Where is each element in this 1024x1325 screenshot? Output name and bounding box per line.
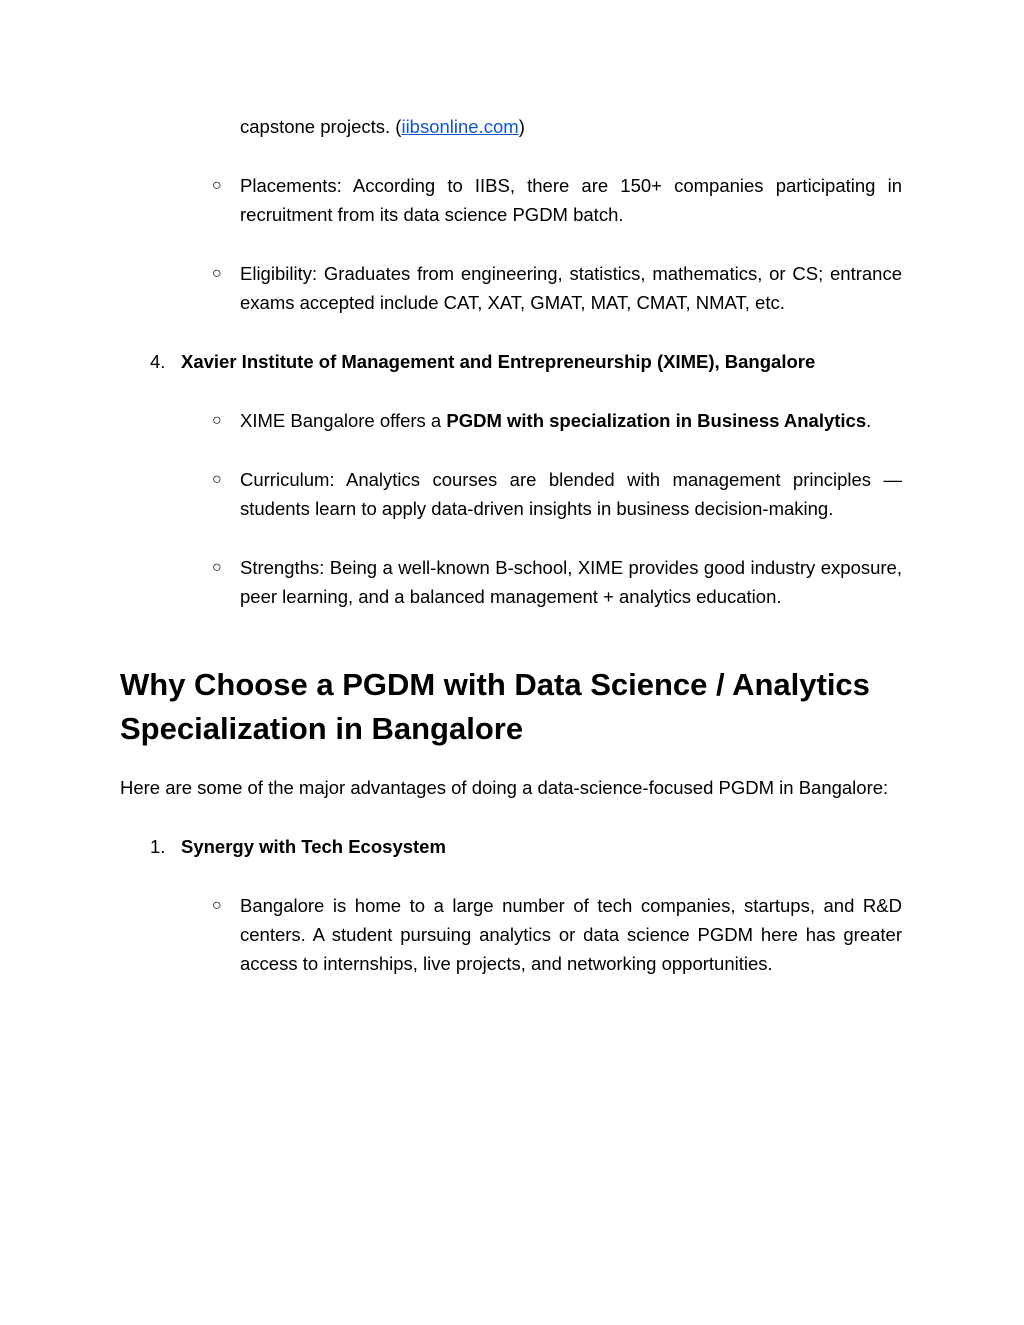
bullet-text: Bangalore is home to a large number of tech companies, startups, and R&D centers. A student pursuing analytics or data science PGDM here has greater access to internships, live projects, and networking opportunities. xyxy=(240,895,902,974)
bullet-item-eligibility xyxy=(120,259,902,317)
offer-text-after: . xyxy=(866,410,872,431)
bullet-text xyxy=(240,410,871,431)
numbered-list-item-1 xyxy=(120,832,902,861)
bullet-circle-icon: ○ xyxy=(212,471,222,488)
offer-text-bold: PGDM with specialization in Business Analytics xyxy=(446,410,867,431)
bullet-item-xime-offer xyxy=(120,406,902,435)
continuation-text-after: ) xyxy=(518,116,525,137)
bullet-circle-icon: ○ xyxy=(212,559,222,576)
bullet-item-curriculum xyxy=(120,465,902,523)
bullet-item-strengths xyxy=(120,553,902,611)
intro-paragraph: Here are some of the major advantages of doing a data-science-focused PGDM in Bangalore: xyxy=(120,777,889,798)
list-item-title: Xavier Institute of Management and Entrepreneurship (XIME), Bangalore xyxy=(181,351,816,372)
numbered-list-item-4 xyxy=(120,347,902,376)
bullet-circle-icon: ○ xyxy=(212,177,222,194)
offer-text-before: XIME Bangalore offers a xyxy=(240,410,447,431)
bullet-text: Eligibility: Graduates from engineering, statistics, mathematics, or CS; entrance exams accepted include CAT, XAT, GMAT, MAT, CMAT, NMAT, etc. xyxy=(240,263,902,313)
iibsonline-link[interactable]: iibsonline.com xyxy=(401,116,519,137)
bullet-item-placements xyxy=(120,171,902,229)
bullet-circle-icon: ○ xyxy=(212,412,222,429)
continuation-text-before: capstone projects. ( xyxy=(240,116,402,137)
list-number: 1. xyxy=(150,836,166,857)
section-heading: Why Choose a PGDM with Data Science / Analytics Specialization in Bangalore xyxy=(120,667,870,746)
bullet-item-synergy xyxy=(120,891,902,978)
list-number: 4. xyxy=(150,351,166,372)
bullet-circle-icon: ○ xyxy=(212,265,222,282)
bullet-text: Placements: According to IIBS, there are 150+ companies participating in recruitment from its data science PGDM batch. xyxy=(240,175,902,225)
list-item-title: Synergy with Tech Ecosystem xyxy=(181,836,446,857)
list-continuation-text xyxy=(120,112,902,141)
bullet-circle-icon: ○ xyxy=(212,897,222,914)
bullet-text: Curriculum: Analytics courses are blended with management principles — students learn to apply data-driven insights in business decision-making. xyxy=(240,469,902,519)
document-content xyxy=(120,112,902,1008)
bullet-text: Strengths: Being a well-known B-school, XIME provides good industry exposure, peer learning, and a balanced management + analytics education. xyxy=(240,557,902,607)
